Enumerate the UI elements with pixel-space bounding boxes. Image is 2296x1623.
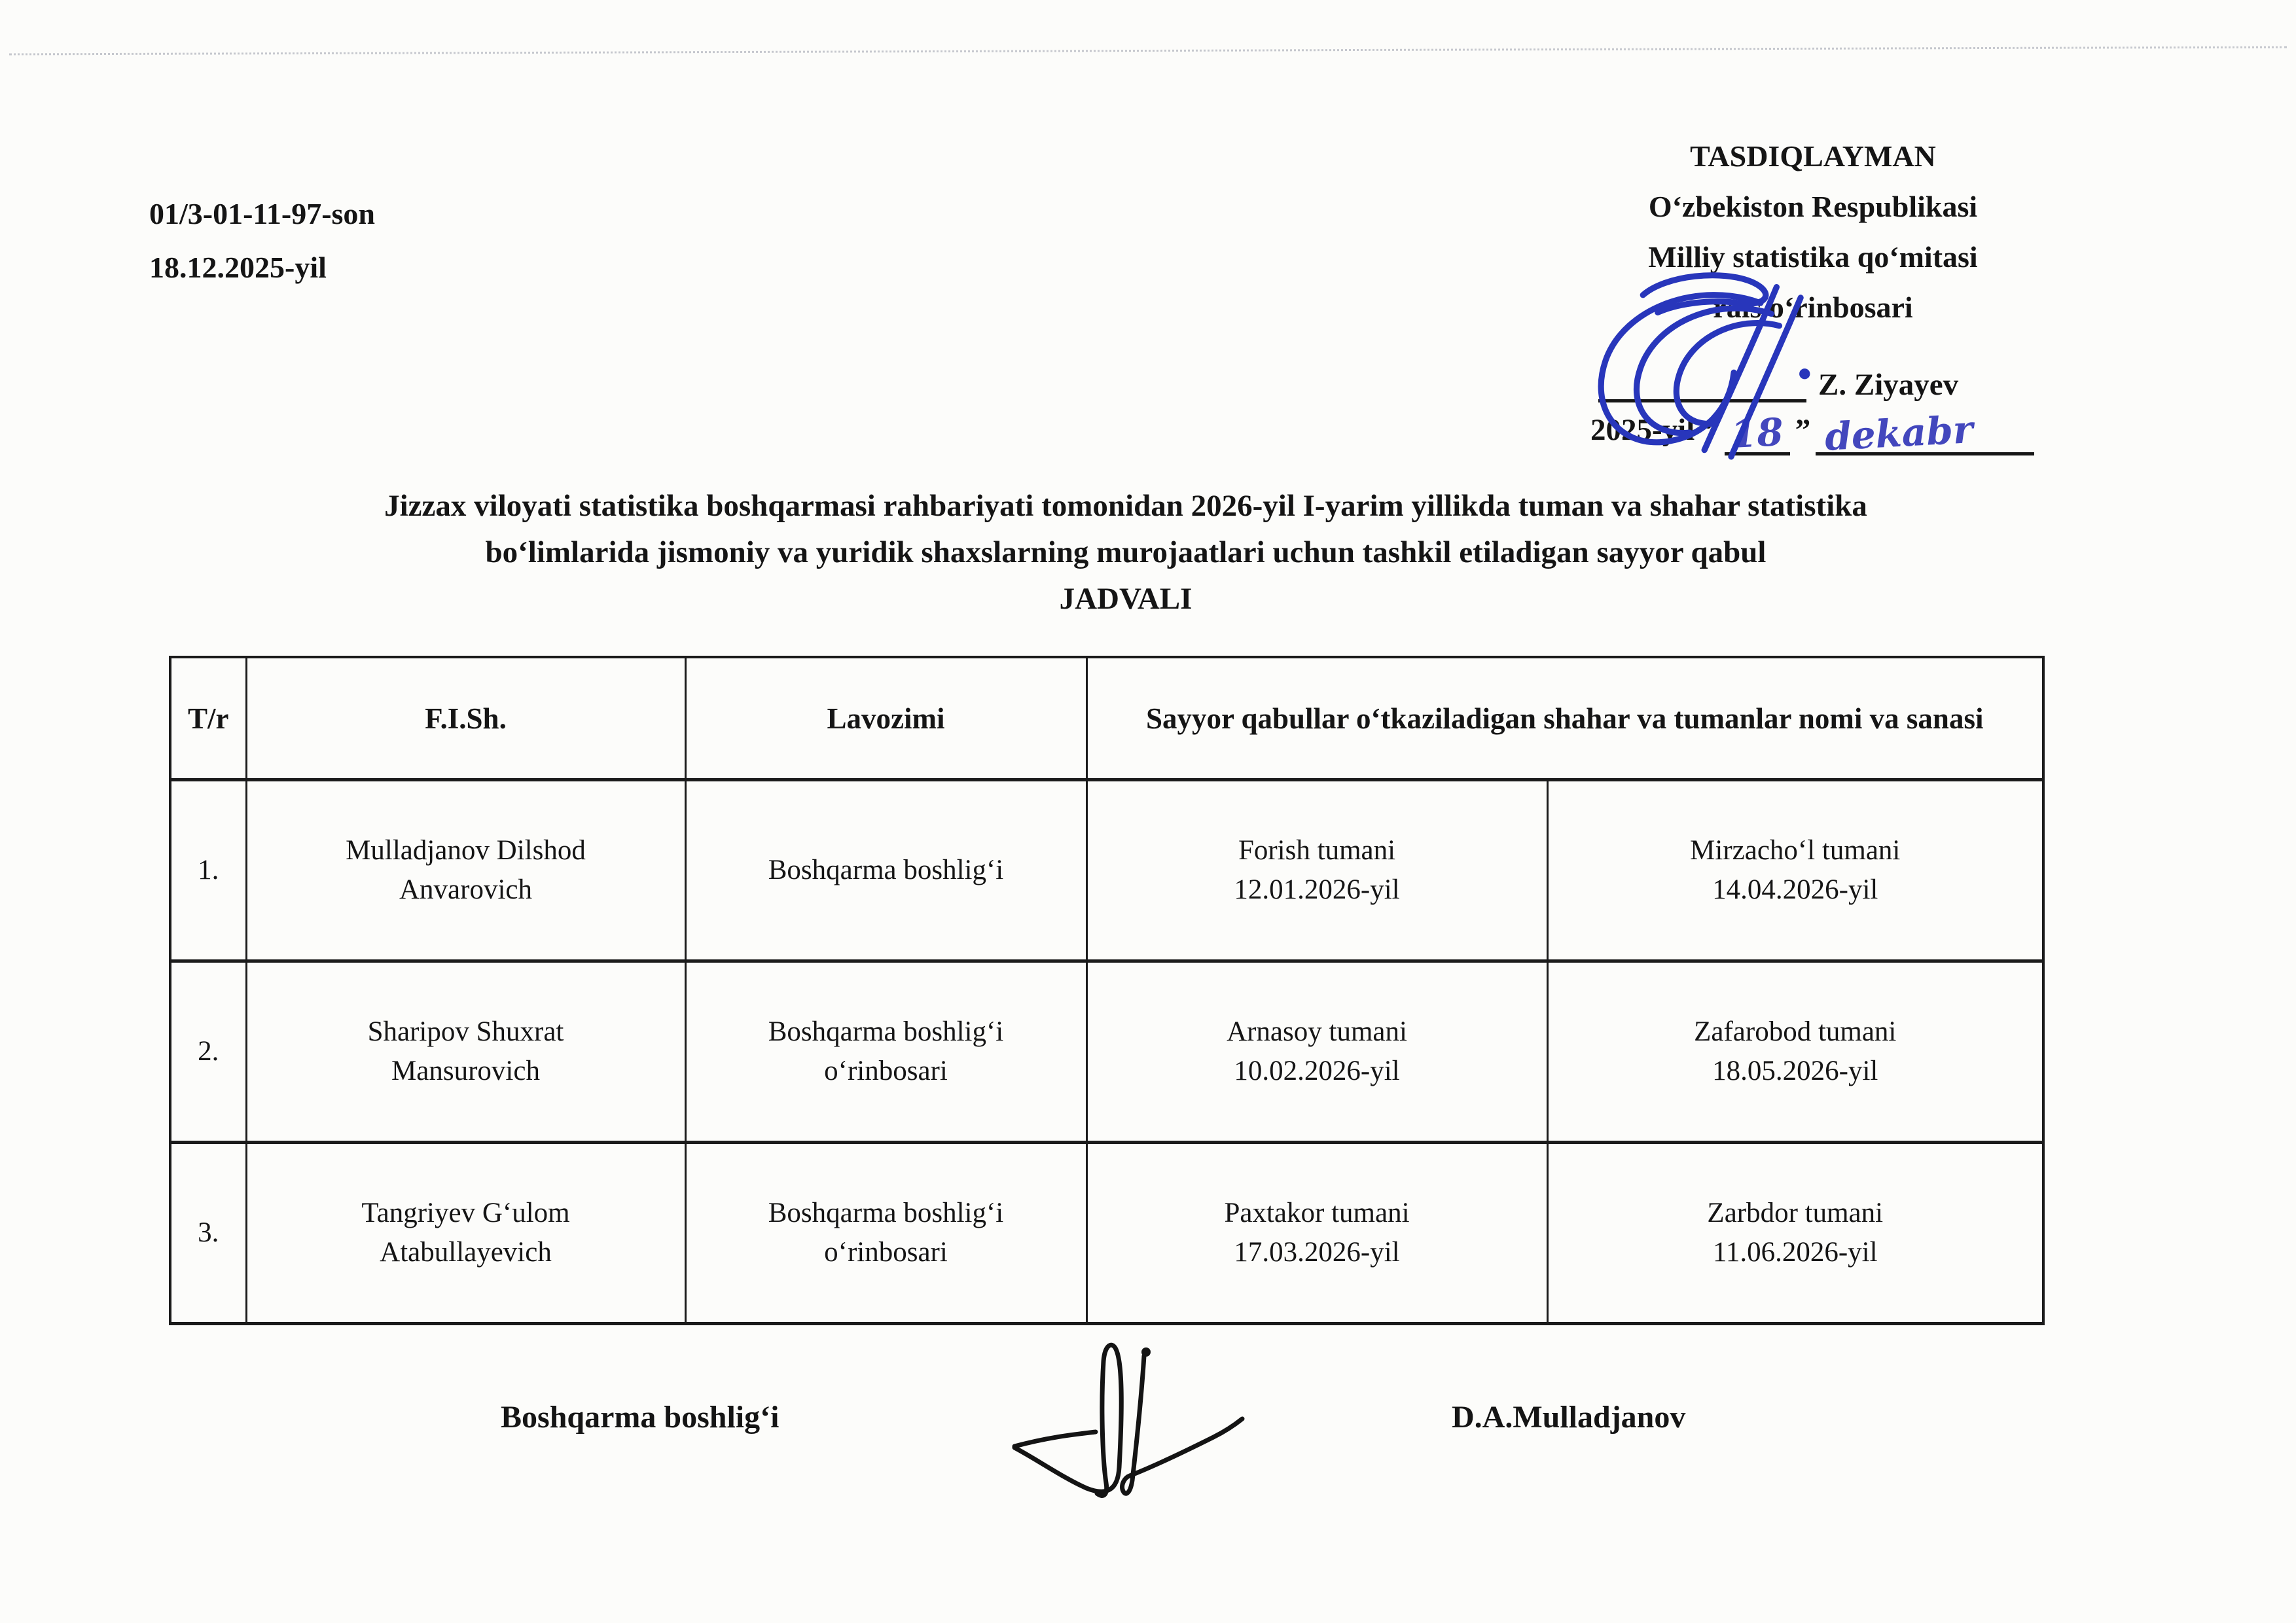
visit-cell	[1547, 1143, 2043, 1324]
person-name-cell	[246, 780, 685, 961]
handwritten-month-underline	[1816, 407, 2034, 459]
position-line: oʻrinbosari	[824, 1237, 948, 1268]
visit-place: Zarbdor tumani	[1707, 1198, 1884, 1228]
person-name-cell	[246, 1143, 685, 1324]
person-name-line: Mansurovich	[391, 1056, 540, 1086]
table-header-row	[170, 657, 2043, 780]
table-row	[170, 780, 2043, 961]
scan-edge-artifact	[0, 0, 2296, 17]
person-name-line: Tangriyev Gʻulom	[361, 1198, 570, 1228]
visit-date: 10.02.2026-yil	[1234, 1056, 1400, 1086]
document-title	[203, 483, 2049, 622]
table-row	[170, 1143, 2043, 1324]
visit-date: 14.04.2026-yil	[1712, 874, 1878, 905]
handwritten-day: 18	[1729, 409, 1785, 457]
position-cell	[685, 961, 1086, 1143]
row-number: 1.	[170, 780, 246, 961]
approval-heading: TASDIQLAYMAN	[1690, 139, 1936, 173]
reference-number: 01/3-01-11-97-son	[149, 197, 375, 230]
position-line: Boshqarma boshligʻi	[768, 855, 1004, 885]
table-row	[170, 961, 2043, 1143]
approver-signature-icon	[1579, 268, 1820, 462]
schedule-table	[169, 656, 2045, 1325]
footer-signer-name: D.A.Mulladjanov	[1452, 1400, 1686, 1435]
visit-date: 17.03.2026-yil	[1234, 1237, 1400, 1268]
header-tr: T/r	[170, 657, 246, 780]
header-sayyor: Sayyor qabullar oʻtkaziladigan shahar va tumanlar nomi va sanasi	[1086, 657, 2043, 780]
handwritten-month: dekabr	[1823, 407, 1975, 459]
approval-org-line1: Oʻzbekiston Respublikasi	[1648, 190, 1978, 223]
person-name-line: Sharipov Shuxrat	[367, 1016, 564, 1047]
position-line: oʻrinbosari	[824, 1056, 948, 1086]
title-line1: Jizzax viloyati statistika boshqarmasi rahbariyati tomonidan 2026-yil I-yarim yillikda tuman va shahar statistika	[384, 489, 1867, 523]
visit-cell	[1086, 780, 1547, 961]
visit-cell	[1086, 1143, 1547, 1324]
approval-position: rais oʻrinbosari	[1713, 291, 1913, 324]
person-name-cell	[246, 961, 685, 1143]
reference-date: 18.12.2025-yil	[149, 251, 327, 284]
visit-place: Mirzachoʻl tumani	[1690, 835, 1901, 866]
row-number: 3.	[170, 1143, 246, 1324]
approver-name: Z. Ziyayev	[1818, 368, 1959, 402]
scan-fold-line-artifact	[9, 46, 2287, 56]
position-line: Boshqarma boshligʻi	[768, 1016, 1004, 1047]
position-line: Boshqarma boshligʻi	[768, 1198, 1004, 1228]
position-cell	[685, 780, 1086, 961]
visit-place: Arnasoy tumani	[1227, 1016, 1407, 1047]
visit-date: 12.01.2026-yil	[1234, 874, 1400, 905]
visit-place: Forish tumani	[1238, 835, 1396, 866]
visit-date: 18.05.2026-yil	[1712, 1056, 1878, 1086]
person-name-line: Anvarovich	[399, 874, 532, 905]
header-lavozimi: Lavozimi	[685, 657, 1086, 780]
visit-cell	[1547, 961, 2043, 1143]
footer-position-title: Boshqarma boshligʻi	[501, 1400, 780, 1435]
position-cell	[685, 1143, 1086, 1324]
director-signature-icon	[957, 1327, 1304, 1534]
visit-place: Zafarobod tumani	[1694, 1016, 1897, 1047]
visit-place: Paxtakor tumani	[1224, 1198, 1410, 1228]
title-line3: JADVALI	[1059, 582, 1193, 616]
open-quote: “	[1704, 413, 1719, 447]
visit-date: 11.06.2026-yil	[1712, 1237, 1878, 1268]
visit-cell	[1086, 961, 1547, 1143]
approval-org-line2: Milliy statistika qoʻmitasi	[1648, 240, 1978, 274]
reference-block	[149, 187, 375, 294]
row-number: 2.	[170, 961, 246, 1143]
person-name-line: Atabullayevich	[380, 1237, 552, 1268]
approval-date-year: 2025-yil	[1590, 413, 1695, 447]
header-fish: F.I.Sh.	[246, 657, 685, 780]
title-line2: boʻlimlarida jismoniy va yuridik shaxslarning murojaatlari uchun tashkil etiladigan sayyor qabul	[485, 535, 1767, 569]
visit-cell	[1547, 780, 2043, 961]
close-quote: ”	[1795, 413, 1811, 447]
person-name-line: Mulladjanov Dilshod	[346, 835, 586, 866]
